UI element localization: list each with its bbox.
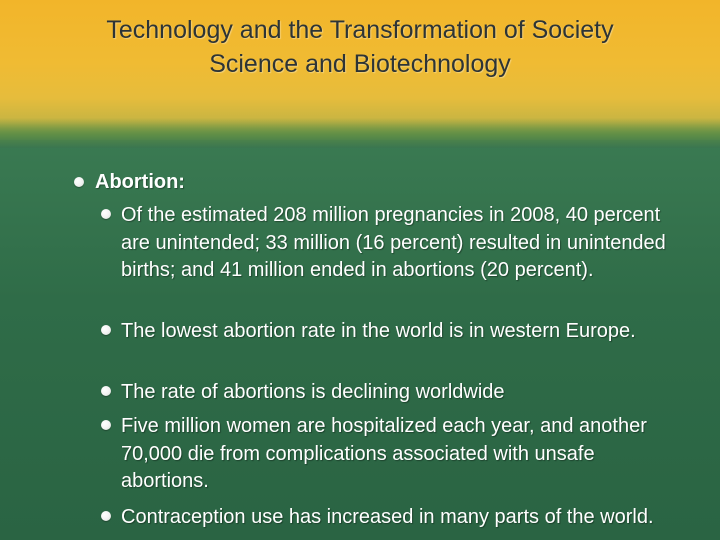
bullet-icon (101, 420, 111, 430)
bullet-icon (101, 386, 111, 396)
bullet-icon (101, 511, 111, 521)
bullet-point: Five million women are hospitalized each year, and another 70,000 die from complications associated with unsafe abortions. (121, 415, 647, 492)
bullet-icon (101, 209, 111, 219)
bullet-point: The lowest abortion rate in the world is in western Europe. (121, 320, 636, 342)
slide-title: Technology and the Transformation of Society (106, 16, 614, 44)
bullet-icon (101, 325, 111, 335)
bullet-point: Contraception use has increased in many parts of the world. (121, 506, 654, 528)
bullet-icon (74, 177, 84, 187)
bullet-point: The rate of abortions is declining worldwide (121, 381, 505, 403)
bullet-point: Of the estimated 208 million pregnancies in 2008, 40 percent are unintended; 33 million (16 percent) resulted in unintended births; and 41 million ended in abortions (20 percent). (121, 204, 666, 281)
heading-bullet: Abortion: (95, 171, 185, 193)
slide-subtitle: Science and Biotechnology (209, 50, 511, 78)
